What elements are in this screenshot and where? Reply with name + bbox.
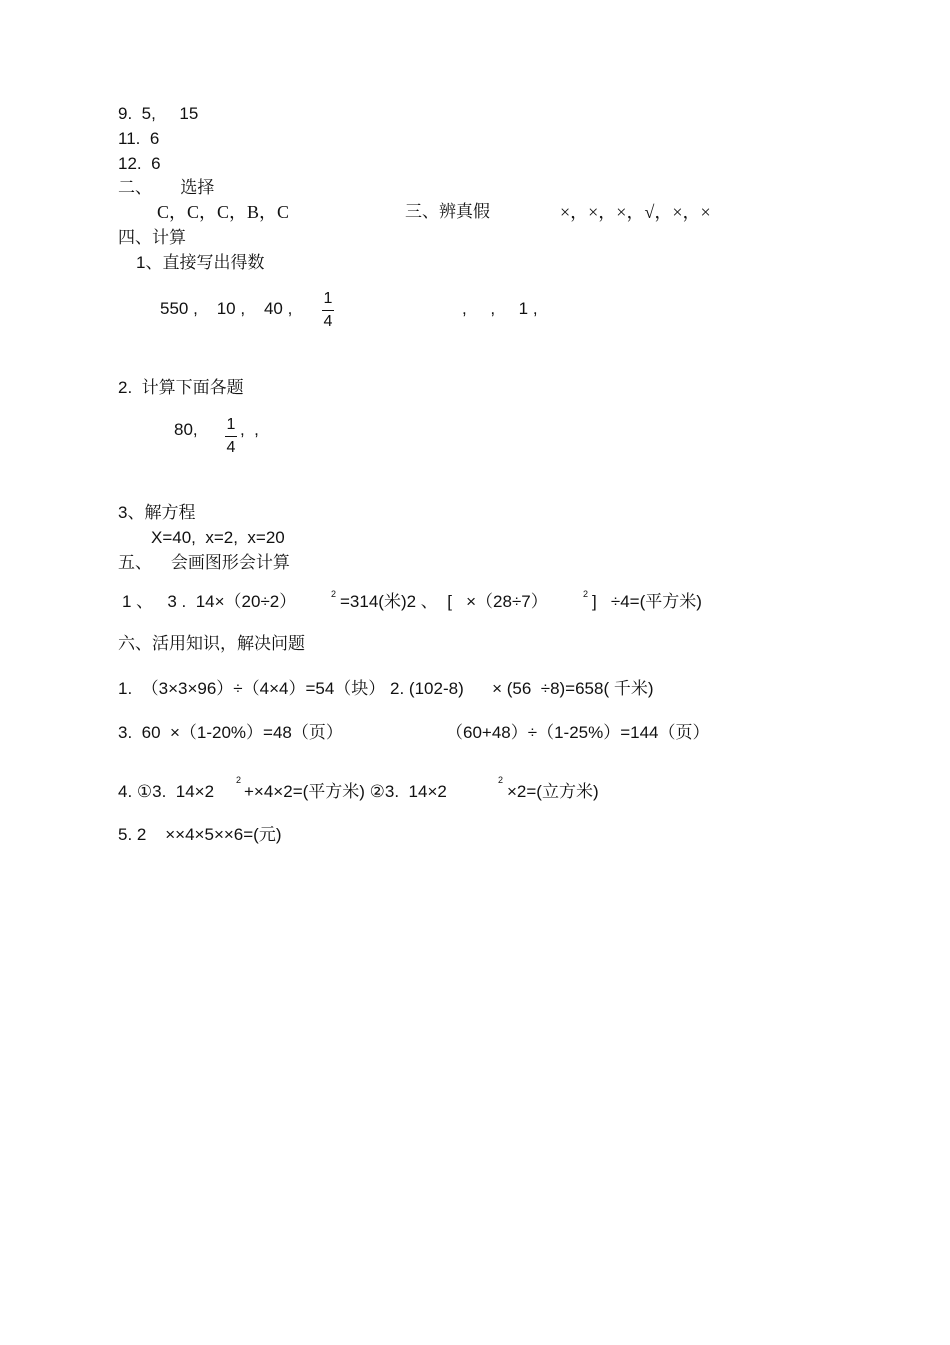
- section-5-line-c: ] ÷4=(平方米): [592, 592, 702, 611]
- section-6-title: 六、活用知识，解决问题: [118, 634, 305, 653]
- problem-4-part-a: 4. ①3. 14×2: [118, 782, 215, 801]
- problem-3-part-a: 3. 60 ×（1-20%）=48（页）: [118, 723, 343, 742]
- problem-4-part-b: +×4×2=(平方米) ②3. 14×2: [244, 782, 447, 801]
- fraction-denominator: 4: [226, 439, 236, 456]
- section-4-part-3-title: 3、解方程: [118, 503, 196, 522]
- part-2-tail: , ,: [240, 420, 259, 439]
- fraction-bar: [225, 436, 237, 437]
- section-4-part-1-title: 1、直接写出得数: [136, 253, 265, 272]
- problem-1-2: 1. （3×3×96）÷（4×4）=54（块） 2. (102-8) × (56 ÷8)=658( 千米): [118, 679, 654, 698]
- answer-q9: 9. 5, 15: [118, 104, 199, 123]
- answer-q12: 12. 6: [118, 154, 161, 173]
- section-5-line-b: =314(米)2 、 [ ×（28÷7）: [340, 592, 548, 611]
- section-5-superscript-a: 2: [331, 589, 337, 599]
- equation-answers: X=40, x=2, x=20: [151, 528, 285, 547]
- section-5-title: 五、 会画图形会计算: [118, 553, 290, 572]
- part-2-fraction: [224, 416, 238, 457]
- part-1-tail: , , 1 ,: [462, 299, 538, 318]
- fraction-numerator: 1: [226, 416, 236, 433]
- part-1-fraction: [321, 290, 335, 331]
- problem-3-part-b: （60+48）÷（1-25%）=144（页）: [446, 723, 710, 742]
- section-4-title: 四、计算: [118, 228, 186, 247]
- problem-4-part-c: ×2=(立方米): [507, 782, 599, 801]
- section-2-answers: C，C，C，B，C: [157, 202, 290, 222]
- problem-5: 5. 2 ××4×5××6=(元): [118, 825, 282, 844]
- answer-q11: 11. 6: [118, 129, 160, 148]
- fraction-bar: [322, 310, 334, 311]
- problem-4-superscript-2: 2: [498, 775, 504, 785]
- section-5-line-a: 1 、 3 . 14×（20÷2）: [122, 592, 297, 611]
- section-2-title: 二、 选择: [118, 178, 215, 197]
- section-4-part-2-title: 2. 计算下面各题: [118, 378, 244, 397]
- section-3-answers: ×，×，×，√，×，×: [560, 202, 711, 222]
- section-5-superscript-b: 2: [583, 589, 589, 599]
- section-3-title: 三、辨真假: [405, 202, 490, 221]
- part-1-values: 550 , 10 , 40 ,: [160, 299, 293, 318]
- fraction-numerator: 1: [323, 290, 333, 307]
- fraction-denominator: 4: [323, 313, 333, 330]
- part-2-values: 80,: [174, 420, 198, 439]
- problem-4-superscript-1: 2: [236, 775, 242, 785]
